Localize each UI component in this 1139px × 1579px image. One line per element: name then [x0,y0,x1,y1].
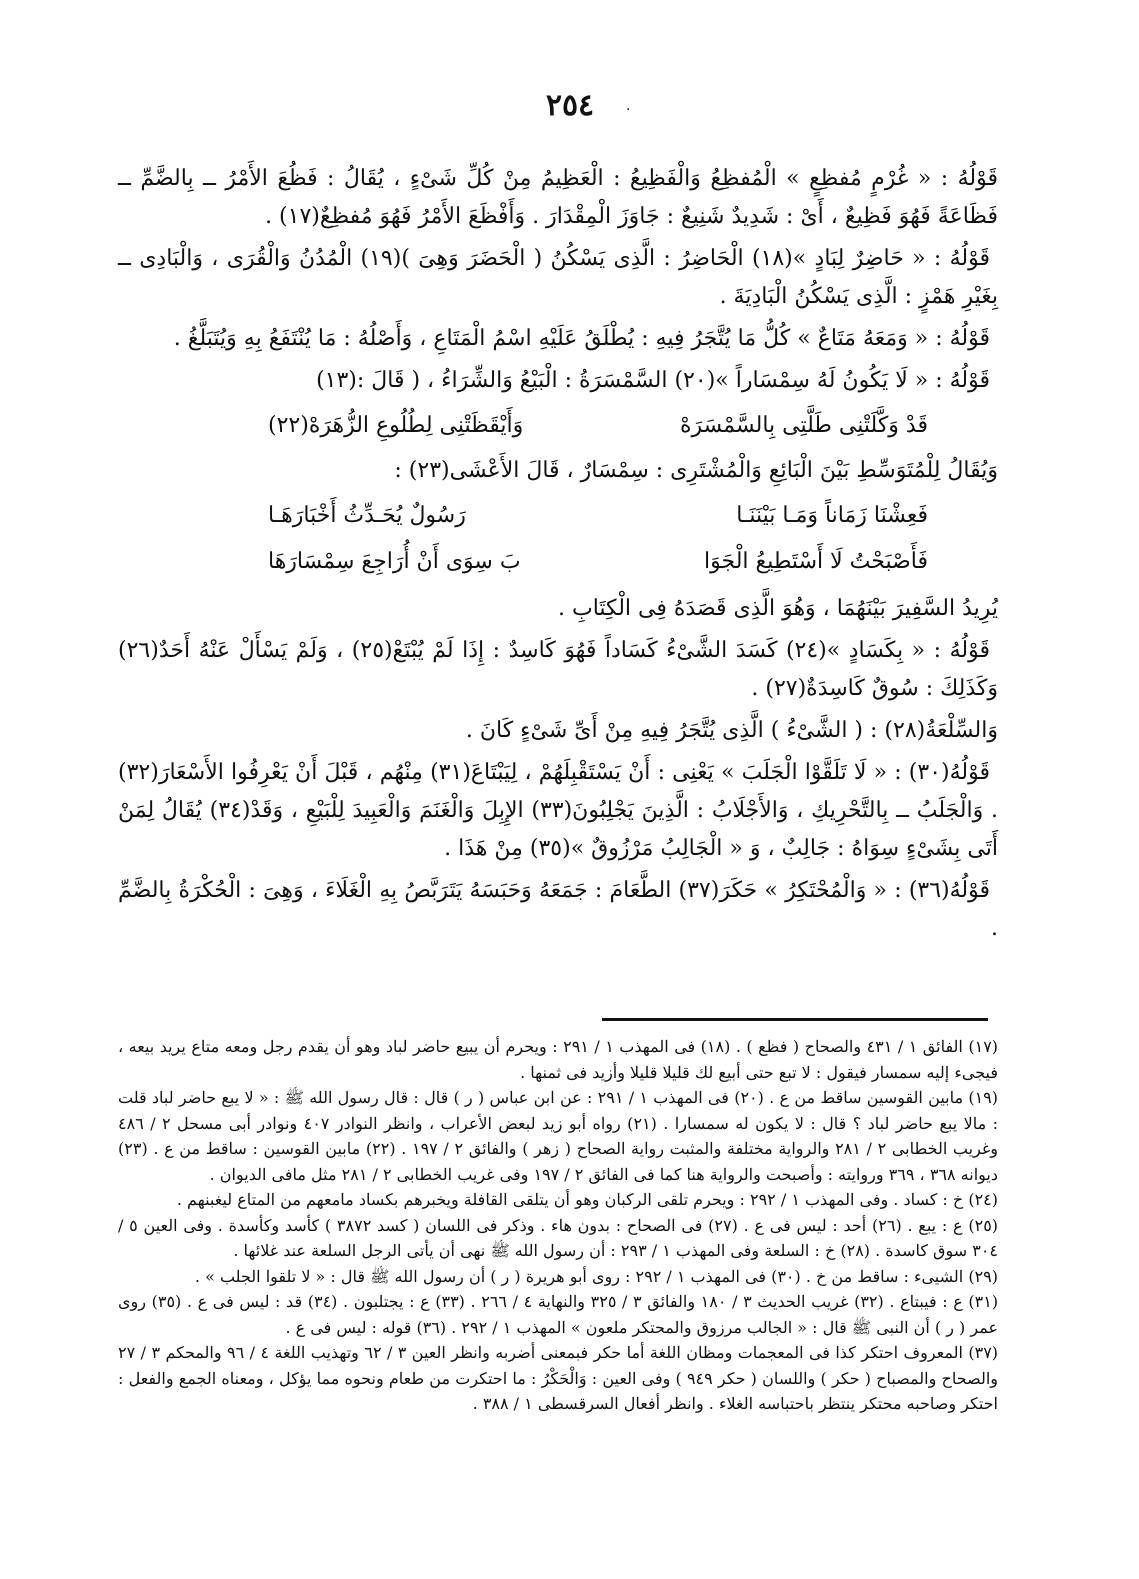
footnote-divider [602,1018,988,1021]
paragraph-8: وَالسِّلْعَةُ(٢٨) : ( الشَّىْءُ ) الَّذِى يُتَّجَرُ فِيهِ مِنْ أَىِّ شَىْءٍ كَانَ . [465,718,998,743]
footnote-group-5: (٢٩) الشيىء : ساقط من خ . (٣٠) فى المهذب ١ / ٢٩٢ : روى أبو هريرة ( ر ) أن رسول الله ﷺ قال : « لا تلقوا الجلب » . [194,1266,998,1286]
poem-block [118,496,998,582]
paragraph-6: يُرِيدُ السَّفِيرَ بَيْنَهُمَا ، وَهُوَ الَّذِى قَصَدَهُ فِى الْكِتَابِ . [558,596,998,621]
paragraph-3: قَوْلُهُ : « وَمَعَهُ مَتَاعٌ » كُلُّ مَا يُتَّجَرُ فِيهِ : يُطْلَقُ عَلَيْهِ اسْمُ الْمَتَاعِ ، وَأَصْلُهُ : مَا يُنْتَفَعُ بِهِ وَيُتَبَلَّغُ . [173,326,990,351]
footnote-group-3: (٢٤) خ : كساد . وفى المهذب ١ / ٢٩٢ : ويحرم تلقى الركبان وهو أن يتلقى القافلة ويخبرهم بكساد مامعهم من المتاع ليغبنهم . [176,1190,998,1209]
verse-1-first-hemistich: قَدْ وَكَّلَتْنِى طَلَّتِى بِالسَّمْسَرَهْ [680,413,928,438]
paragraph-7: قَوْلُهُ : « بِكَسَادٍ »(٢٤) كَسَدَ الشَّىْءُ كَسَاداً فَهُوَ كَاسِدٌ : إِذَا لَمْ يُبْتَعْ(٢٥) ، وَلَمْ يَسْأَلْ عَنْهُ أَحَدٌ(٢٦) وَكَذَلِكَ : سُوقٌ كَاسِدَةٌ(٢٧) . [118,638,998,701]
verse-1-second-hemistich: وَأَيْقَظَتْنِى لِطُلُوعِ الزُّهَرَهْ(٢٢) [268,413,524,438]
footnote-group-7: (٣٧) المعروف احتكر كذا فى المعجمات ومظان اللغة أما حكر فبمعنى أضربه وانظر العين ٣ / ٦٢ وتهذيب اللغة ٤ / ٩٦ والمحكم ٣ / ٢٧ والصحاح والمصباح ( حكر ) واللسان ( حكر ٩٤٩ ) وفى العين : وَالْحَكْرُ : ما احتكرت من طعام ونحوه مما يؤكل ، ومعناه الجمع والفعل : احتكر وصاحبه محتكر ينتظر باحتباسه الغلاء . وانظر أفعال السرقسطى ١ / ٣٨٨ . [118,1343,999,1413]
paragraph-1: قَوْلُهُ : « غُرْمٍ مُفظِعٍ » الْمُفظِعُ وَالْفَظِيعُ : الْعَظِيمُ مِنْ كُلِّ شَىْءٍ ، يُقَالُ : فَظُعَ الأَمْرُ ــ بِالضَّمِّ ــ فَظَاعَةً فَهُوَ فَظِيعٌ ، أَىْ : شَدِيدٌ شَنِيعٌ : جَاوَزَ الْمِقْدَارَ . وَأَفْظَعَ الأَمْرُ فَهُوَ مُفظِعٌ(١٧) . [118,166,998,229]
paragraph-10: قَوْلُهُ(٣٦) : « وَالْمُحْتَكِرُ » حَكَرَ(٣٧) الطَّعَامَ : جَمَعَهُ وَحَبَسَهُ يَتَرَبَّصُ بِهِ الْغَلَاءَ ، وَهِىَ : الْحُكْرَةُ بِالضَّمِّ . [118,878,998,941]
paragraph-9: قَوْلُهُ(٣٠) : « لَا تَلَقَّوْا الْجَلَبَ » يَعْنِى : أَنْ يَسْتَقْبِلَهُمْ ، لِيَبْتَاعَ(٣١) مِنْهُم ، قَبْلَ أَنْ يَعْرِفُوا الأَسْعَارَ(٣٢) . وَالْجَلَبُ ــ بِالتَّحْرِيكِ ، وَالأَجْلَابُ : الَّذِينَ يَجْلِبُونَ(٣٣) الإِبِلَ وَالْغَنَمَ وَالْعَبِيدَ لِلْبَيْعِ ، وَقَدْ(٣٤) يُقَالُ لِمَنْ أَتَى بِشَىْءٍ سِوَاهُ : جَالِبٌ ، وَ « الْجَالِبُ مَرْزُوقٌ »(٣٥) مِنْ هَذَا . [118,760,998,861]
verse-2-second-hemistich: رَسُولٌ يُحَـدِّثُ أَخْبَارَهَـا [268,503,466,528]
page-dot: . [626,98,631,114]
footnotes [118,1034,998,1417]
paragraph-4: قَوْلُهُ : « لَا يَكُونُ لَهُ سِمْسَاراً »(٢٠) السَّمْسَرَةُ : الْبَيْعُ وَالشِّرَاءُ ، ( قَالَ :(١٣) [316,368,990,393]
verse-line-2 [268,496,928,536]
verse-line-3 [268,542,928,582]
verse-line-1 [268,406,928,446]
paragraph-5: وَيُقَالُ لِلْمُتَوَسِّطِ بَيْنَ الْبَائِعِ وَالْمُشْتَرِى : سِمْسَارٌ ، قَالَ الأَعْشَى(٢٣) : [394,458,998,483]
footnote-group-6: (٣١) ع : فيبتاع . (٣٢) غريب الحديث ٣ / ١٨٠ والفائق ٣ / ٣٢٥ والنهاية ٤ / ٢٦٦ . (٣٣) ع : يجتلبون . (٣٤) قد : ليس فى ع . (٣٥) روى عمر ( ر ) أن النبى ﷺ قال : « الجالب مرزوق والمحتكر ملعون » المهذب ١ / ٢٩٢ . (٣٦) قوله : ليس فى ع . [118,1292,999,1337]
footnote-group-1: (١٧) الفائق ١ / ٤٣١ والصحاح ( فظع ) . (١٨) فى المهذب ١ / ٢٩١ : ويحرم أن يبيع حاضر لباد وهو أن يقدم رجل ومعه متاع يريد بيعه ، فيجىء إليه سمسار فيقول : لا تبع حتى أبيع لك قليلا قليلا وأزيد فى ثمنها . [118,1037,999,1082]
main-text [118,160,998,952]
paragraph-2: قَوْلُهُ : « حَاضِرٌ لِبَادٍ »(١٨) الْحَاضِرُ : الَّذِى يَسْكُنُ ( الْحَضَرَ وَهِىَ )(١٩) الْمُدُنُ وَالْقُرَى ، وَالْبَادِى ــ بِغَيْرِ هَمْزٍ : الَّذِى يَسْكُنُ الْبَادِيَةَ . [118,246,998,309]
footnote-group-4: (٢٥) ع : يبع . (٢٦) أحد : ليس فى ع . (٢٧) فى الصحاح : بدون هاء . وذكر فى اللسان ( كسد ٣٨٧٢ ) كأسد وكأسدة . وفى العين ٥ / ٣٠٤ سوق كاسدة . (٢٨) خ : السلعة وفى المهذب ١ / ٢٩٣ : أن رسول الله ﷺ نهى أن يأتى الرجل السلعة عند غلائها . [118,1215,999,1260]
verse-3-second-hemistich: بَ سِوَى أَنْ أُرَاجِعَ سِمْسَارَهَا [268,549,521,574]
verse-3-first-hemistich: فَأَصْبَحْتُ لَا أَسْتَطِيعُ الْجَوَا [704,549,928,574]
footnote-group-2: (١٩) مابين القوسين ساقط من ع . (٢٠) فى المهذب ١ / ٢٩١ : عن ابن عباس ( ر ) قال : قال رسول الله ﷺ : « لا يبع حاضر لباد قلت : مالا يبع حاضر لباد ؟ قال : لا يكون له سمسارا . (٢١) رواه أبو زيد لبعض الأعراب ، وانظر النوادر ٤٠٧ ونوادر أبى مسحل ٢ / ٤٨٦ وغريب الخطابى ٢ / ٢٨١ والرواية مختلفة والمثبت رواية الصحاح ( زهر ) والفائق ٢ / ١٩٧ . (٢٢) مابين القوسين : ساقط من ع . (٢٣) ديوانه ٣٦٨ ، ٣٦٩ وروايته : وأصبحت والرواية هنا كما فى الفائق ٢ / ١٩٧ وفى غريب الخطابى ٢ / ٢٨١ مثل مافى الديوان . [118,1088,999,1184]
verse-2-first-hemistich: فَعِشْنَا زَمَاناً وَمَـا بَيْنَنَـا [736,503,928,528]
page-number: ٢٥٤ [545,88,595,123]
